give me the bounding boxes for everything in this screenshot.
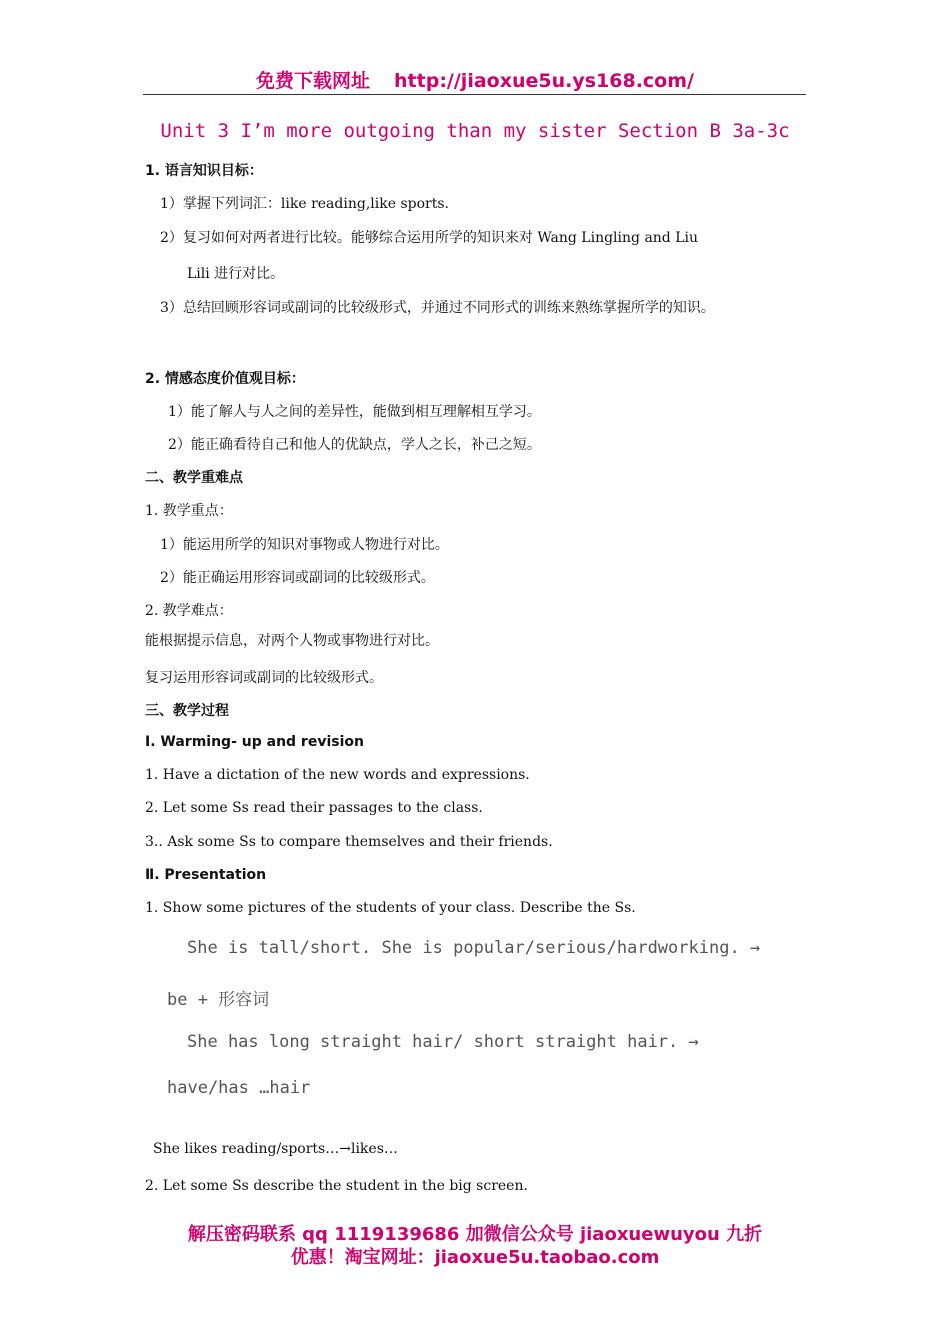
- subsection-heading: Ⅱ. Presentation: [145, 867, 267, 883]
- paragraph: 2）能正确看待自己和他人的优缺点，学人之长，补己之短。: [168, 437, 541, 453]
- paragraph: 2. 教学难点：: [145, 603, 233, 619]
- section-heading: 二、教学重难点: [145, 470, 243, 486]
- paragraph: 2. Let some Ss describe the student in the big screen.: [145, 1178, 528, 1194]
- example-sentence: be + 形容词: [167, 990, 270, 1010]
- paragraph: 1. Have a dictation of the new words and expressions.: [145, 767, 530, 783]
- example-sentence: She has long straight hair/ short straight hair. →: [187, 1032, 699, 1052]
- paragraph: 2）复习如何对两者进行比较。能够综合运用所学的知识来对 Wang Lingling and Liu: [160, 230, 699, 246]
- paragraph: 1）能运用所学的知识对事物或人物进行对比。: [160, 537, 449, 553]
- paragraph: She likes reading/sports…→likes…: [153, 1141, 398, 1157]
- paragraph: 2）能正确运用形容词或副词的比较级形式。: [160, 570, 435, 586]
- header-label: 免费下载网址: [256, 70, 371, 92]
- header-divider: [143, 94, 806, 95]
- section-heading: 三、教学过程: [145, 703, 229, 719]
- footer-line-1: 解压密码联系 qq 1119139686 加微信公众号 jiaoxuewuyou 九折: [187, 1224, 763, 1245]
- subsection-heading: Ⅰ. Warming- up and revision: [145, 734, 364, 750]
- page-header: [0, 66, 950, 93]
- section-heading: 2. 情感态度价值观目标：: [145, 371, 305, 387]
- paragraph: 2. Let some Ss read their passages to the class.: [145, 800, 483, 816]
- example-sentence: have/has …hair: [167, 1078, 311, 1098]
- section-heading: 1. 语言知识目标：: [145, 163, 263, 179]
- header-url[interactable]: http://jiaoxue5u.ys168.com/: [394, 70, 694, 92]
- paragraph: 1）能了解人与人之间的差异性，能做到相互理解相互学习。: [168, 404, 541, 420]
- paragraph: Lili 进行对比。: [187, 266, 285, 282]
- document-title: Unit 3 I’m more outgoing than my sister Section B 3a-3c: [160, 120, 790, 142]
- paragraph: 3.. Ask some Ss to compare themselves and their friends.: [145, 834, 553, 850]
- example-sentence: She is tall/short. She is popular/serious/hardworking. →: [187, 938, 761, 958]
- footer-line-2: 优惠！淘宝网址：jiaoxue5u.taobao.com: [290, 1247, 660, 1268]
- paragraph: 1）掌握下列词汇：like reading,like sports.: [160, 196, 449, 212]
- paragraph: 3）总结回顾形容词或副词的比较级形式，并通过不同形式的训练来熟练掌握所学的知识。: [160, 300, 715, 316]
- paragraph: 能根据提示信息，对两个人物或事物进行对比。: [145, 633, 439, 649]
- paragraph: 1. 教学重点：: [145, 503, 233, 519]
- paragraph: 1. Show some pictures of the students of your class. Describe the Ss.: [145, 900, 636, 916]
- paragraph: 复习运用形容词或副词的比较级形式。: [145, 670, 383, 686]
